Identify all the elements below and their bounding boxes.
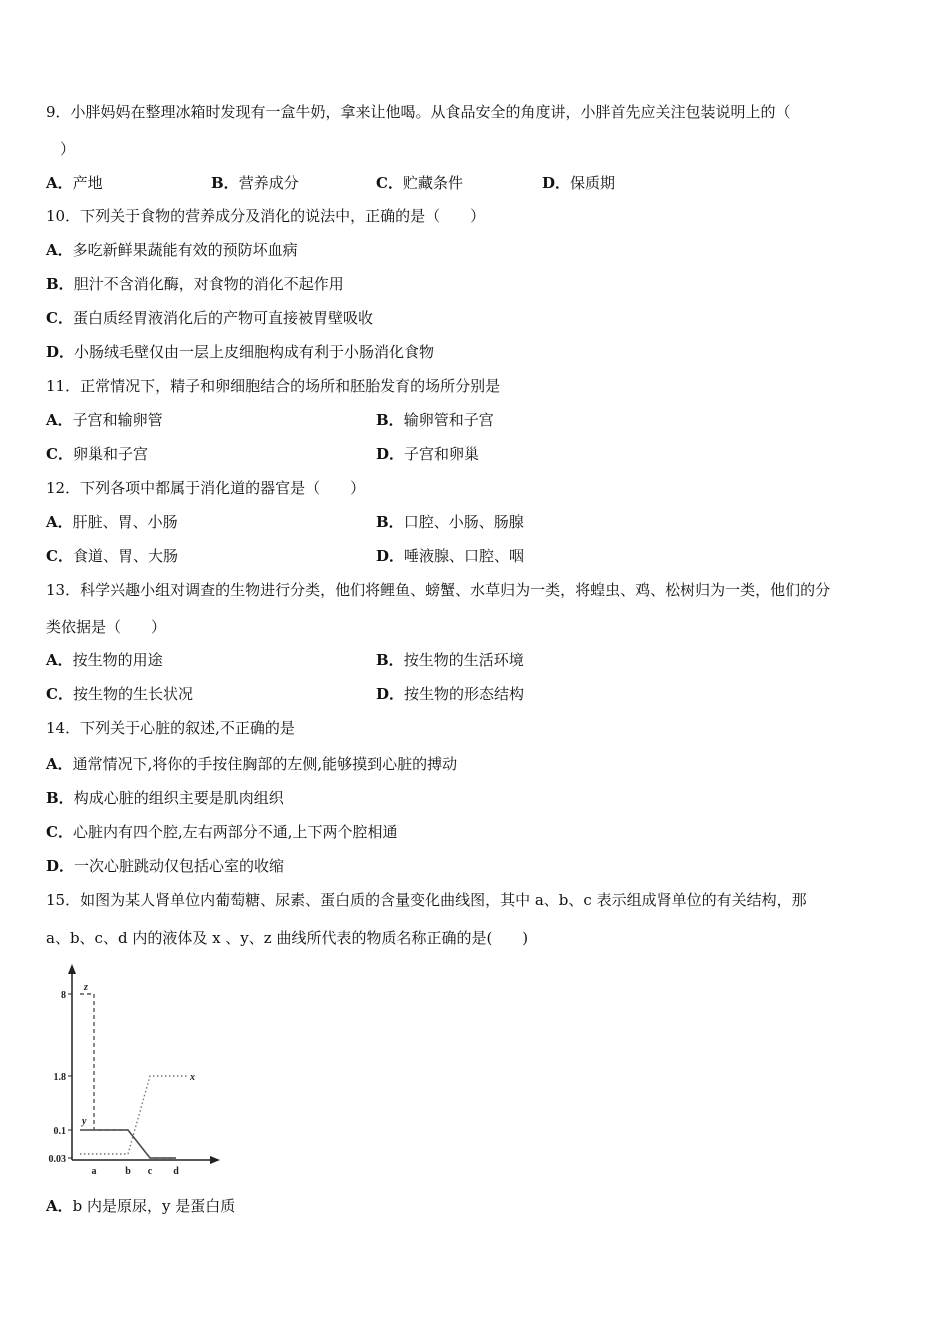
option-text: 肝脏、胃、小肠 xyxy=(72,513,178,531)
q12-option-a xyxy=(46,512,178,532)
q12-stem: 12．下列各项中都属于消化道的器官是（ ） xyxy=(46,479,366,497)
option-label: D． xyxy=(46,343,75,361)
q13-option-a xyxy=(46,650,163,670)
option-label: C． xyxy=(46,547,73,565)
option-text: 心脏内有四个腔,左右两部分不通,上下两个腔相通 xyxy=(72,823,398,841)
option-label: D． xyxy=(376,445,405,463)
option-text: 按生物的生长状况 xyxy=(72,685,193,703)
q11-option-c xyxy=(46,444,148,464)
q12-option-b xyxy=(376,512,524,532)
q9-stem-cont: ） xyxy=(60,140,76,158)
q12-option-d xyxy=(376,546,524,566)
option-label: B． xyxy=(211,174,239,192)
q10-option-b xyxy=(46,274,344,294)
y-tick-label: 8 xyxy=(61,990,66,1001)
q11-stem: 11．正常情况下，精子和卵细胞结合的场所和胚胎发育的场所分别是 xyxy=(46,377,501,395)
option-label: A． xyxy=(46,174,73,192)
option-text: 蛋白质经胃液消化后的产物可直接被胃壁吸收 xyxy=(72,309,373,327)
q9-stem: 9．小胖妈妈在整理冰箱时发现有一盒牛奶，拿来让他喝。从食品安全的角度讲，小胖首先应关注包装说明上的（ xyxy=(46,103,791,121)
q15-stem: 15．如图为某人肾单位内葡萄糖、尿素、蛋白质的含量变化曲线图，其中 a、b、c 表示组成肾单位的有关结构，那 xyxy=(46,891,807,909)
q13-option-d xyxy=(376,684,524,704)
option-label: B． xyxy=(376,651,404,669)
option-text: 构成心脏的组织主要是肌肉组织 xyxy=(73,789,284,807)
option-text: 一次心脏跳动仅包括心室的收缩 xyxy=(74,857,285,875)
x-tick-label: a xyxy=(91,1166,97,1177)
option-label: C． xyxy=(46,685,73,703)
q13-option-c xyxy=(46,684,193,704)
q10-option-c xyxy=(46,308,373,328)
option-label: C． xyxy=(376,174,403,192)
option-text: 按生物的形态结构 xyxy=(404,685,525,703)
option-label: B． xyxy=(376,411,404,429)
option-label: A． xyxy=(46,411,73,429)
option-label: A． xyxy=(46,651,73,669)
option-label: D． xyxy=(376,547,405,565)
q10-stem: 10．下列关于食物的营养成分及消化的说法中，正确的是（ ） xyxy=(46,207,486,225)
option-text: 产地 xyxy=(72,174,103,192)
option-label: A． xyxy=(46,1197,73,1215)
option-text: 唾液腺、口腔、咽 xyxy=(404,547,525,565)
series-x-line xyxy=(80,1076,188,1154)
q9-option-d xyxy=(542,173,615,193)
option-label: B． xyxy=(46,275,74,293)
option-label: D． xyxy=(376,685,405,703)
q14-option-a xyxy=(46,754,457,774)
q9-option-a xyxy=(46,173,103,193)
kidney-curve-chart xyxy=(40,960,230,1180)
option-label: A． xyxy=(46,755,73,773)
option-label: C． xyxy=(46,445,73,463)
option-text: 保质期 xyxy=(570,174,616,192)
option-text: 胆汁不含消化酶，对食物的消化不起作用 xyxy=(73,275,344,293)
x-tick-label: d xyxy=(173,1166,179,1177)
option-text: 按生物的生活环境 xyxy=(403,651,524,669)
option-label: B． xyxy=(376,513,404,531)
q11-option-a xyxy=(46,410,163,430)
q11-option-b xyxy=(376,410,494,430)
option-text: 按生物的用途 xyxy=(72,651,163,669)
y-axis-arrow-icon xyxy=(68,964,76,974)
option-label: D． xyxy=(46,857,75,875)
y-tick-label: 0.1 xyxy=(53,1126,66,1137)
y-tick-label: 1.8 xyxy=(53,1072,66,1083)
q10-option-d xyxy=(46,342,434,362)
option-label: C． xyxy=(46,309,73,327)
x-tick-label: c xyxy=(147,1166,153,1177)
q14-option-d xyxy=(46,856,284,876)
option-label: D． xyxy=(542,174,571,192)
q13-option-b xyxy=(376,650,524,670)
q9-option-c xyxy=(376,173,463,193)
option-text: 口腔、小肠、肠腺 xyxy=(403,513,524,531)
option-text: 营养成分 xyxy=(238,174,299,192)
q12-option-c xyxy=(46,546,178,566)
option-text: 小肠绒毛壁仅由一层上皮细胞构成有利于小肠消化食物 xyxy=(74,343,435,361)
option-text: 卵巢和子宫 xyxy=(72,445,148,463)
q14-option-b xyxy=(46,788,284,808)
option-text: 贮藏条件 xyxy=(402,174,463,192)
q14-stem: 14．下列关于心脏的叙述,不正确的是 xyxy=(46,719,295,737)
option-text: 食道、胃、大肠 xyxy=(72,547,178,565)
option-text: 输卵管和子宫 xyxy=(403,411,494,429)
option-text: 通常情况下,将你的手按住胸部的左侧,能够摸到心脏的搏动 xyxy=(72,755,458,773)
q10-option-a xyxy=(46,240,298,260)
option-label: C． xyxy=(46,823,73,841)
series-x-label: x xyxy=(190,1072,195,1083)
option-label: A． xyxy=(46,513,73,531)
q13-stem: 13．科学兴趣小组对调查的生物进行分类，他们将鲤鱼、螃蟹、水草归为一类，将蝗虫、鸡、松树归为一类，他们的分 xyxy=(46,581,831,599)
series-z-label: z xyxy=(84,982,88,993)
x-axis-arrow-icon xyxy=(210,1156,220,1164)
series-y-label: y xyxy=(82,1116,87,1127)
option-label: A． xyxy=(46,241,73,259)
q9-option-b xyxy=(211,173,299,193)
option-text: 子宫和卵巢 xyxy=(404,445,480,463)
option-text: b 内是原尿，y 是蛋白质 xyxy=(72,1197,236,1215)
q15-option-a xyxy=(46,1196,235,1216)
y-tick-label: 0.03 xyxy=(48,1154,66,1165)
option-label: B． xyxy=(46,789,74,807)
q14-option-c xyxy=(46,822,398,842)
q11-option-d xyxy=(376,444,479,464)
q15-stem-cont: a、b、c、d 内的液体及 x 、y、z 曲线所代表的物质名称正确的是( ) xyxy=(46,929,529,947)
q13-stem-cont: 类依据是（ ） xyxy=(46,618,167,636)
option-text: 多吃新鲜果蔬能有效的预防坏血病 xyxy=(72,241,298,259)
x-tick-label: b xyxy=(125,1166,131,1177)
option-text: 子宫和输卵管 xyxy=(72,411,163,429)
